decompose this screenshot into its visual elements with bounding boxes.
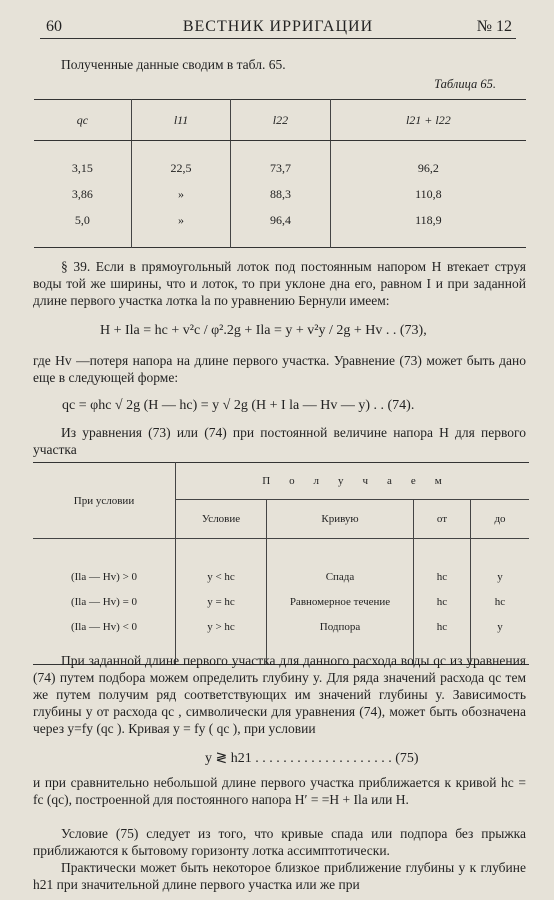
journal-title: ВЕСТНИК ИРРИГАЦИИ bbox=[182, 18, 374, 35]
page-header bbox=[40, 12, 516, 39]
paragraph-from: Из уравнения (73) или (74) при постоянной величине напора H для первого участка bbox=[33, 425, 526, 457]
paragraph-practical: Практически может быть некоторое близкое приближение глубины y к глубине h21 при значительной длине первого участка или же при bbox=[33, 860, 526, 892]
equation-73: H + Ila = hc + v²c / φ².2g + Ila = y + v²y / 2g + Hv . . (73), bbox=[100, 323, 427, 338]
sub-header: Кривую bbox=[267, 500, 414, 539]
table-row: (Ila — Hv) < 0 y > hc Подпора hc y bbox=[33, 614, 529, 639]
paragraph-given: При заданной длине первого участка для данного расхода воды qc из уравнения (74) путем подбора можем определить глубину y. Для ряда значений расхода qc тем же путем получим ряд соответствующих им значений глубины y. Зависимость глубины y от расхода qc , символически для уравнения (74), может быть обозначена через y=fy (qc ). Кривая y = fy ( qc ), при условии bbox=[33, 653, 526, 736]
group-header: Получаем bbox=[176, 463, 530, 500]
table-header: l11 bbox=[131, 100, 230, 141]
sub-header: Условие bbox=[176, 500, 267, 539]
table-65-caption: Таблица 65. bbox=[434, 77, 496, 91]
table-row: 3,15 22,5 73,7 96,2 bbox=[34, 155, 526, 181]
paragraph-after-73: где Hv —потеря напора на длине первого участка. Уравнение (73) может быть дано еще в следующей форме: bbox=[33, 353, 526, 385]
table-row: (Ila — Hv) > 0 y < hc Спада hc y bbox=[33, 564, 529, 589]
table-header: l21 + l22 bbox=[330, 100, 526, 141]
issue-number: № 12 bbox=[476, 18, 512, 35]
sub-header: от bbox=[414, 500, 471, 539]
table-65 bbox=[34, 99, 526, 248]
paragraph-condition: Условие (75) следует из того, что кривые спада или подпора без прыжка приближаются к бытовому горизонту лотка ассимптотически. bbox=[33, 826, 526, 858]
sub-header: до bbox=[471, 500, 530, 539]
page-number: 60 bbox=[46, 18, 62, 35]
table-row: (Ila — Hv) = 0 y = hc Равномерное течение hc hc bbox=[33, 589, 529, 614]
intro-paragraph: Полученные данные сводим в табл. 65. bbox=[61, 57, 286, 72]
table-header: l22 bbox=[231, 100, 330, 141]
condition-header: При условии bbox=[33, 463, 176, 539]
equation-74: qc = φhc √ 2g (H — hc) = y √ 2g (H + I la — Hv — y) . . (74). bbox=[62, 398, 415, 413]
paragraph-39: § 39. Если в прямоугольный лоток под постоянным напором H втекает струя воды той же ширины, что и лоток, то при уклоне дна его, равном I и при заданной длине первого участка лотка la по уравнению Бернули имеем: bbox=[33, 259, 526, 308]
paragraph-and: и при сравнительно небольшой длине первого участка приближается к кривой hc = fc (qc), построенной для постоянного напора H′ = =H + Ila или H. bbox=[33, 775, 526, 807]
conditions-table bbox=[33, 462, 529, 665]
table-header: qc bbox=[34, 100, 131, 141]
equation-75: y ≷ h21 . . . . . . . . . . . . . . . . . . . . (75) bbox=[205, 751, 419, 766]
table-row: 3,86 » 88,3 110,8 bbox=[34, 181, 526, 207]
table-row: 5,0 » 96,4 118,9 bbox=[34, 207, 526, 233]
